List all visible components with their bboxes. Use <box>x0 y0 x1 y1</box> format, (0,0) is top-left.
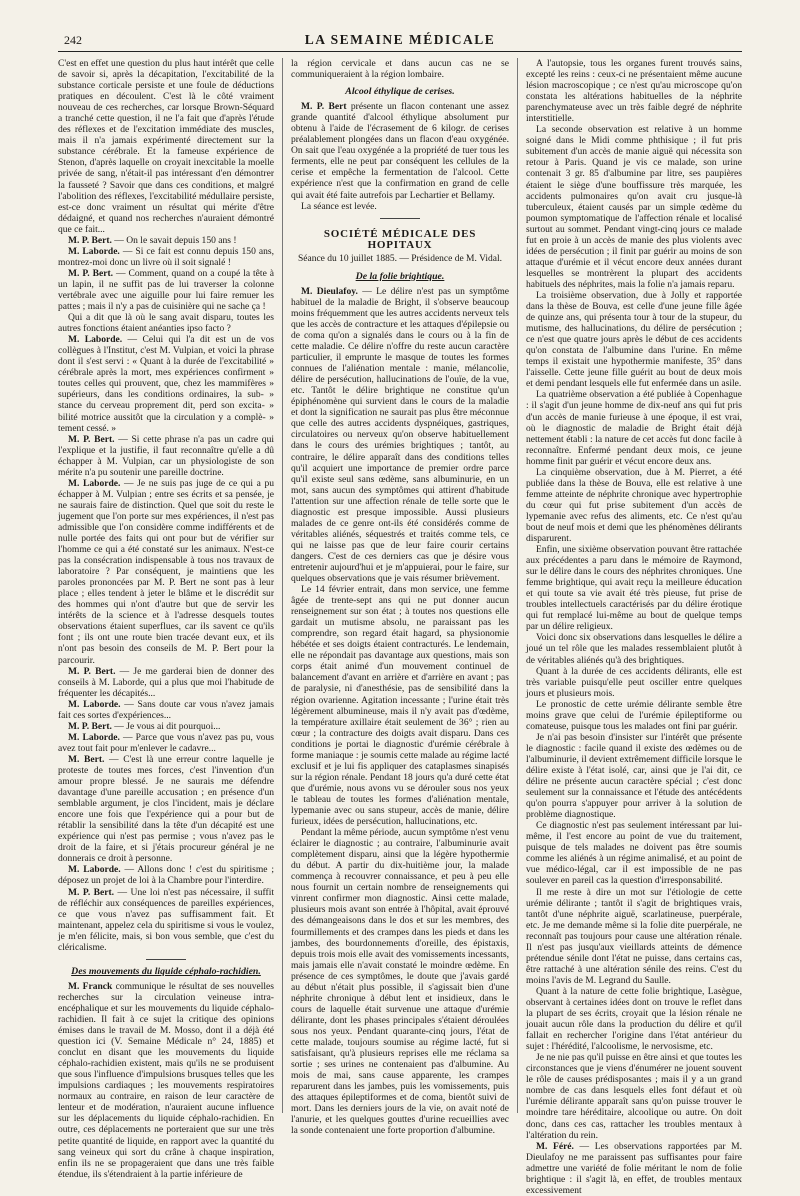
speech-text: — Je ne suis pas juge de ce qui a pu échapper à M. Vulpian ; entre ses écrits et sa pensée, je ne saurais faire de distinction. Quel que soit du reste le jugement que l'on porte sur mes expériences, il n'est pas admissible que l'on considère comme indifférents et de nulle portée des faits qui ont pour but de vérifier sur l'homme ce qui a été constaté sur les animaux. N'est-ce pas la consécration indispensable à tous nos travaux de laboratoire ? Par conséquent, je maintiens que les paroles prononcées par M. P. Bert ne sont pas à leur place ; elles tendent à jeter le blâme et le discrédit sur des hommes qui n'ont d'autre but que de servir les intérêts de la science et à l'adresse desquels toutes observations étaient superflues, car ils savent ce qu'ils font ; ils ont une route bien tracée devant eux, et ils n'ont pas besoin des conseils de M. P. Bert pour la parcourir. <box>58 477 274 666</box>
society-title: SOCIÉTÉ MÉDICALE DES HOPITAUX <box>323 227 477 251</box>
paragraph: Qui a dit que là où le sang avait disparu, toutes les autres fonctions étaient anéanties ipso facto ? <box>58 312 274 335</box>
speech-text: — On le savait depuis 150 ans ! <box>111 234 237 246</box>
speaker: M. Laborde. <box>68 477 121 489</box>
section-separator <box>146 959 186 960</box>
paragraph: La troisième observation, due à Jolly et rapportée dans la thèse de Bouva, est celle d'une jeune fille âgée de quinze ans, qui présenta tour à tour de la stupeur, du mutisme, des hallucinations, du délire de persécution ; ce n'est que quatre jours après le début de ces accidents qu'on constata de l'albumine dans l'urine. En même temps il existait une hypothermie manifeste, 35° dans l'aisselle. Cette jeune fille guérit au bout de deux mois et demi pendant lesquels elle fut enfermée dans un asile. <box>526 289 742 390</box>
paragraph: Le 14 février entrait, dans mon service, une femme âgée de trente-sept ans qui ne put donner aucun renseignement sur son état ; à toutes nos questions elle gardait un mutisme absolu, ne paraissant pas les comprendre, son regard était hagard, sa physionomie hébétée et ses doigts étaient contracturés. Le lendemain, elle ne répondait pas davantage aux questions, mais son corps était animé d'un mouvement continuel de balancement d'avant en arrière et d'arrière en avant ; pas de paralysie, ni d'anesthésie, pas de sensibilité dans la région ovarienne. Agitation incessante ; l'urine était très légèrement albumineuse, mais il n'y avait pas d'œdème, la température axillaire était seulement de 36° ; rien au cœur ; la contracture des doigts avait disparu. Dans ces conditions je portai le diagnostic d'urémie cérébrale à forme maniaque : je soumis cette malade au régime lacté exclusif et je lui fis appliquer des cataplasmes sinapisés sur la région rénale. Pendant 18 jours qu'a duré cette état que d'urémie, nous avons vu se dérouler sous nos yeux le tableau de toutes les formes d'aliénation mentale, lypemanie avec ou sans stupeur, accès de manie, délire furieux, idées de persécution, hallucinations, etc. <box>291 584 509 828</box>
speech-text: — Je vous ai dit pourquoi... <box>111 720 221 732</box>
speaker: M. Laborde. <box>68 698 121 710</box>
speech-text: — Les observations rapportées par M. Dieulafoy ne me paraissent pas suffisantes pour faire admettre une variété de folie méritant le nom de folie brightique : il s'agit là, en effet, de troubles mentaux excessivement <box>526 1140 742 1196</box>
speech-text: — Le délire n'est pas un symptôme habituel de la maladie de Bright, il s'observe beaucoup moins fréquemment que les autres accidents nerveux tels que les accès de contracture et les attaques d'épilepsie ou de coma qu'on a signalés dans le cours ou à la fin de cette maladie. Ce délire n'offre du reste aucun caractère particulier, il emprunte le masque de toutes les formes connues de l'aliénation mentale : manie, mélancolie, délire de persécution, hallucinations de l'ouïe, de la vue, etc. Tantôt le délire brightique ne constitue qu'un épiphénomène qui survient dans le cours de la maladie et dont la signification ne saurait pas plus être méconnue que celle des autres accidents dyspnéiques, gastriques, circulatoires ou nerveux qu'on observe habituellement dans le cours des urémies brightiques ; tantôt, au contraire, le délire apparaît dans des conditions telles qu'il acquiert une importance de premier ordre parce qu'il existe seul sans œdème, sans albuminurie, en un mot, sans aucun des symptômes qui attirent d'habitude l'attention sur une affection rénale de telle sorte que le diagnostic est presque impossible. Aussi plusieurs malades de ce genre ont-ils été considérés comme de véritables aliénés, séquestrés et traités comme tels, ce qui ne laisse pas que de leur faire courir certains dangers. C'est de ces derniers cas que je désire vous entretenir aujourd'hui et je m'appuierai, pour le faire, sur quelques observations que je vais résumer brièvement. <box>291 285 509 585</box>
paragraph: Le pronostic de cette urémie délirante semble être moins grave que celui de l'urémie épileptiforme ou comateuse, puisque tous les malades ont fini par guérir. <box>526 698 742 732</box>
speaker: M. Franck <box>68 980 113 992</box>
paragraph: Je n'ai pas besoin d'insister sur l'intérêt que présente le diagnostic : facile quand il existe des œdèmes ou de l'albuminurie, il devient extrêmement difficile lorsque le délire existe à l'état isolé, car, ainsi que je l'ai dit, ce délire ne présente aucun caractère spécial ; c'est donc seulement sur la connaissance et l'étude des antécédents qu'on pourra s'appuyer pour arriver à la solution de problème diagnostique. <box>526 731 742 821</box>
paragraph: Ce diagnostic n'est pas seulement intéressant par lui-même, il l'est encore au point de vue du traitement, puisque de tels malades ne doivent pas être soumis comme les aliénés à un régime animalisé, et au point de vue médico-légal, car il est impossible de ne pas soulever en pareil cas la question d'irresponsabilité. <box>526 820 742 887</box>
speech-text: — Celui qui l'a dit est un de vos collègues à l'Institut, c'est M. Vulpian, et voici la phrase dont il s'est servi : « Quant à la durée de l'excitabilité » cérébrale après la mort, mes expériences confirment » toutes celles qui prouvent, que, chez les mammifères » supérieurs, dans les conditions ordinaires, la sub- » stance du cerveau proprement dit, perd son excita- » bilité motrice aussitôt que la circulation y a complè- » tement cessé. » <box>58 334 274 434</box>
paragraph: La cinquième observation, due à M. Pierret, a été publiée dans la thèse de Bouva, elle est relative à une femme atteinte de néphrite chronique avec hypertrophie du cœur qui fut prise subitement d'un accès de lypemanie avec refus des aliments, etc. Ce n'est qu'au bout de neuf mois et demi que les phénomènes délirants disparurent. <box>526 466 742 545</box>
speech <box>58 981 274 1180</box>
speech <box>526 1141 742 1196</box>
paragraph: Je ne nie pas qu'il puisse en être ainsi et que toutes les circonstances que je viens d'énumérer ne jouent souvent le rôle de causes prédisposantes ; mais il y a un grand nombre de cas dans lesquels elles font défaut et où l'urémie délirante apparaît sans qu'on puisse trouver le moindre tare héréditaire, alcoolique ou autre. On doit donc, dans ces cas, rattacher les troubles mentaux à l'altération du rein. <box>526 1052 742 1141</box>
speaker: M. P. Bert. <box>68 720 112 732</box>
speech <box>291 101 509 200</box>
speaker: M. P. Bert <box>301 101 347 113</box>
speaker: M. Laborde. <box>68 864 121 876</box>
column-right <box>526 58 742 1196</box>
speech <box>58 666 274 699</box>
section-title: De la folie brightique. <box>355 270 445 282</box>
speech <box>58 721 274 732</box>
speech-text: communique le résultat de ses nouvelles recherches sur la circulation veineuse intra-encéphalique et sur les mouvements du liquide céphalo-rachidien. Il fait à ce sujet la critique des opinions émises dans le travail de M. Mosso, dont il a déjà été question ici (V. Semaine Médicale n° 24, 1885) et conclut en disant que les mouvements du liquide céphalo-rachidien existent, mais qu'ils ne se produisent que sous l'influence d'impulsions brusques telles que les impulsions cardiaques ; les mouvements respiratoires normaux au contraire, en raison de leur caractère de lenteur et de modération, n'auraient aucune influence sur les déplacements du liquide céphalo-rachidien. En outre, ces déplacements ne porteraient que sur une très petite quantité de liquide, en rapport avec la quantité du sang veineux qui sort du crâne à chaque inspiration, enfin ils ne se propageraient que dans une très faible étendue, ils s'étendraient à la partie inférieure de <box>58 980 274 1180</box>
speech-text: — C'est là une erreur contre laquelle je proteste de toutes mes forces, c'est l'invention d'un amour propre blessé. Je ne saurais me défendre davantage d'une pareille accusation ; en présence d'un semblable argument, je clos l'incident, mais je déclare encore une fois que l'expérience qui a pour but de rétablir la sensibilité dans la tête d'un décapité est une expérience qui n'est pas permise ; vous n'avez pas le droit de la faire, et si j'étais procureur général je ne donnerais ce droit à personne. <box>58 753 274 865</box>
text-columns <box>58 58 742 1196</box>
paragraph: La seconde observation est relative à un homme soigné dans le Midi comme phthisique ; il fut pris subitement d'un accès de manie aiguë qui nécessita son retour à Paris. Quand je vis ce malade, son urine contenait 3 gr. 85 d'albumine par litre, ses paupières étaient le siège d'une bouffissure très marquée, les accidents pulmonaires qu'on avait cru jusque-là tuberculeux, étaient causés par un simple œdème du poumon symptomatique de l'affection rénale et localisé surtout au sommet. Pendant vingt-cinq jours ce malade fut en proie à un accès de manie des plus violents avec idées de persécution ; il finit par guérir au moins de son attaque d'urémie et il vécut encore deux années durant lesquelles se montrèrent la plupart des accidents habituels des néphrites, mais la folie n'a jamais reparu. <box>526 124 742 290</box>
speech <box>58 268 274 312</box>
speech <box>291 286 509 584</box>
speech <box>58 434 274 478</box>
paragraph: Il me reste à dire un mot sur l'étiologie de cette urémie délirante ; tantôt il s'agit de brightiques vrais, tantôt d'une néphrite aiguë, scarlatineuse, puerpérale, etc. Je me demande même si la folie dite puerpérale, ne reconnaît pas toujours pour cause une altération rénale. Il n'est pas jusqu'aux vieillards atteints de démence prétendue sénile dont l'état ne puisse, dans certains cas, être rattaché à une altération sénile des reins. C'est du moins l'avis de M. Legrand du Saulle. <box>526 886 742 986</box>
paragraph: la région cervicale et dans aucun cas ne se communiqueraient à la région lombaire. <box>291 58 509 81</box>
speech <box>58 699 274 721</box>
paragraph: La quatrième observation a été publiée à Copenhague : il s'agit d'un jeune homme de dix-neuf ans qui fut pris d'un accès de manie furieuse à une époque, il est vrai, où le diagnostic de maladie de Bright était déjà nettement établi : la nature de cet accès fut donc facile à reconnaître. Enfermé pendant deux mois, ce jeune homme finit par guérir et vécut encore deux ans. <box>526 389 742 467</box>
paragraph: Enfin, une sixième observation pouvant être rattachée aux précédentes a paru dans le mémoire de Raymond, sur le délire dans le cours des néphrites chroniques. Une femme brightique, qui avait reçu la meilleure éducation et qui toute sa vie avait été très pieuse, fut prise de troubles intellectuels caractérisés par du délire érotique qui fut remplacé lui-même au bout de quelque temps par un délire religieux. <box>526 544 742 633</box>
session-line: Séance du 10 juillet 1885. — Présidence de M. Vidal. <box>298 253 502 264</box>
speech-text: — Si ce fait est connu depuis 150 ans, montrez-moi donc un livre où il soit signalé ! <box>58 245 274 268</box>
speaker: M. Dieulafoy. <box>301 285 358 297</box>
speaker: M. Laborde. <box>68 731 120 743</box>
speech-text: — Comment, quand on a coupé la tête à un lapin, il ne suffit pas de lui traverser la colonne vertébrale avec une aiguille pour lui faire remuer les pattes ; mais il n'y a pas de cuisinière qui ne sache ça ! <box>58 267 274 313</box>
speech-text: — Je me garderai bien de donner des conseils à M. Laborde, qui a plus que moi l'habitude de fréquenter les décapités... <box>58 665 274 699</box>
paragraph: La séance est levée. <box>301 200 377 212</box>
speech <box>58 864 274 886</box>
paragraph: Pendant la même période, aucun symptôme n'est venu éclairer le diagnostic ; au contraire, l'albuminurie avait complètement disparu, ainsi que la légère hypothermie du début. A partir du dix-huitième jour, la malade commença à recouvrer connaissance, et peu à peu elle nous fournit un certain nombre de renseignements qui vinrent confirmer mon diagnostic. Ainsi cette malade, plusieurs mois avant son entrée à l'hôpital, avait éprouvé des démangeaisons dans le dos et sur les membres, des fourmillements et des crampes dans les pieds et dans les jambes, des bourdonnements d'oreille, des épistaxis, depuis trois mois elle avait des vomissements incessants, mais jamais elle n'avait constaté le moindre œdème. En présence de ces symptômes, le doute que j'avais gardé au début n'était plus possible, il s'agissait bien d'une néphrite chronique à début lent et insidieux, dans le cours de laquelle était survenue une attaque d'urémie délirante, dont les phases principales s'étaient déroulées sous nos yeux. Pendant quarante-cinq jours, l'état de cette malade, toujours soumise au régime lacté, fut si satisfaisant, qu'à plusieurs reprises elle me réclama sa sortie ; ses urines ne contenaient pas d'albumine. Au mois de mai, sans cause apparente, les crampes reparurent dans les jambes, puis les vomissements, puis des attaques épileptiformes et de coma, bientôt suivi de mort. Dans les derniers jours de la vie, on avait noté de l'anurie, et les quelques gouttes d'urine recueillies avec la sonde contenaient une forte proportion d'albumine. <box>291 827 509 1137</box>
speech <box>58 732 274 754</box>
speech-text: — Une loi n'est pas nécessaire, il suffit de réfléchir aux conséquences de pareilles expériences, ce que vous n'avez pas suffisamment fait. Et maintenant, appelez cela du spiritisme si vous le voulez, je m'en félicite, mais, si bon vous semble, que c'est du cléricalisme. <box>58 886 275 953</box>
paragraph: Quant à la nature de cette folie brightique, Lasègue, observant à certaines idées dont on trouve le reflet dans la plupart de ses écrits, croyait que la lésion rénale ne jouait aucun rôle dans la production du délire et qu'il fallait en rechercher l'origine dans l'état antérieur du sujet : l'hérédité, l'alcoolisme, le nervosisme, etc. <box>526 985 742 1053</box>
speech-text: présente un flacon contenant une assez grande quantité d'alcool éthylique absolument pur obtenu à l'aide de l'écrasement de 6 kilogr. de cerises préalablement plongées dans un flacon d'eau oxygénée. On sait que l'eau oxygénée a la propriété de tuer tous les ferments, elle ne peut par conséquent les cellules de la cerise et empêche la fermentation de l'alcool. Cette expérience n'est que la confirmation en grand de celle qui avait été faite autrefois par Lechartier et Bellamy. <box>291 101 509 201</box>
speech <box>58 478 274 666</box>
speech-text: — Si cette phrase n'a pas un cadre qui l'explique et la justifie, il faut reconnaître qu'elle a dû échapper à M. Vulpian, car un physiologiste de son mérite n'a pu soutenir une pareille doctrine. <box>58 433 275 478</box>
section-title: Alcool éthylique de cerises. <box>345 86 455 98</box>
speaker: M. P. Bert. <box>68 886 115 898</box>
speaker: M. Bert. <box>68 753 105 765</box>
speaker: M. P. Bert. <box>68 665 116 677</box>
speech <box>58 246 274 268</box>
column-divider <box>282 58 283 1113</box>
speaker: M. Féré. <box>536 1140 574 1152</box>
paragraph: Voici donc six observations dans lesquelles le délire a joué un tel rôle que les malades ressemblaient plutôt à de véritables aliénés qu'à des brightiques. <box>526 632 742 666</box>
speech <box>58 887 274 953</box>
paragraph: A l'autopsie, tous les organes furent trouvés sains, excepté les reins : ceux-ci ne présentaient même aucune lésion macroscopique ; ce n'est qu'au microscope qu'on constata les altérations habituelles de la néphrite parenchymateuse avec un très faible degré de néphrite interstitielle. <box>526 58 742 125</box>
header-rule <box>58 51 742 52</box>
column-divider <box>517 58 518 1113</box>
page-header <box>58 30 742 50</box>
speaker: M. Laborde. <box>68 334 123 346</box>
section-separator <box>380 218 420 219</box>
page-number: 242 <box>64 33 82 47</box>
speaker: M. P. Bert. <box>68 433 115 445</box>
speech <box>58 334 274 433</box>
speech <box>58 754 274 864</box>
speaker: M. Laborde. <box>68 245 120 257</box>
column-middle <box>291 58 509 1137</box>
speech-text: — Sans doute car vous n'avez jamais fait ces sortes d'expériences... <box>58 698 274 721</box>
speech <box>58 235 274 246</box>
section-title: Des mouvements du liquide céphalo-rachidien. <box>71 965 261 977</box>
journal-title: LA SEMAINE MÉDICALE <box>304 32 496 47</box>
speaker: M. P. Bert. <box>68 234 112 246</box>
column-left <box>58 58 275 1180</box>
speech-text: — Allons donc ! c'est du spiritisme ; déposez un projet de loi à la Chambre pour l'interdire. <box>58 864 274 887</box>
speech-text: — Parce que vous n'avez pas pu, vous avez tout fait pour m'enlever le cadavre... <box>58 731 274 754</box>
paragraph: Quant à la durée de ces accidents délirants, elle est très variable puisqu'elle peut osciller entre quelques jours et plusieurs mois. <box>526 665 742 699</box>
paragraph: C'est en effet une question du plus haut intérêt que celle de savoir si, après la décapitation, l'excitabilité de la substance corticale persiste et une foule de déductions pratiques en découlent. C'est là le côté vraiment nouveau de ces recherches, car lorsque Brown-Séquard a tranché cette question, il ne l'a fait que d'après l'étude des réflexes et de l'excitation immédiate des muscles, mais il n'a jamais expérimenté directement sur la substance cérébrale. Et la fameuse expérience de Stenon, d'après laquelle on croyait inexcitable la moelle privée de sang, n'était-il pas intéressant d'en démontrer la fausseté ? Savoir que dans ces conditions, et malgré l'abolition des réflexes, l'excitabilité médullaire persiste, est-ce donc vraiment un résultat qui mérite d'être dédaigné, et quand nos recherches n'auraient démontré que ce fait... <box>58 58 274 235</box>
speaker: M. P. Bert. <box>68 267 114 279</box>
